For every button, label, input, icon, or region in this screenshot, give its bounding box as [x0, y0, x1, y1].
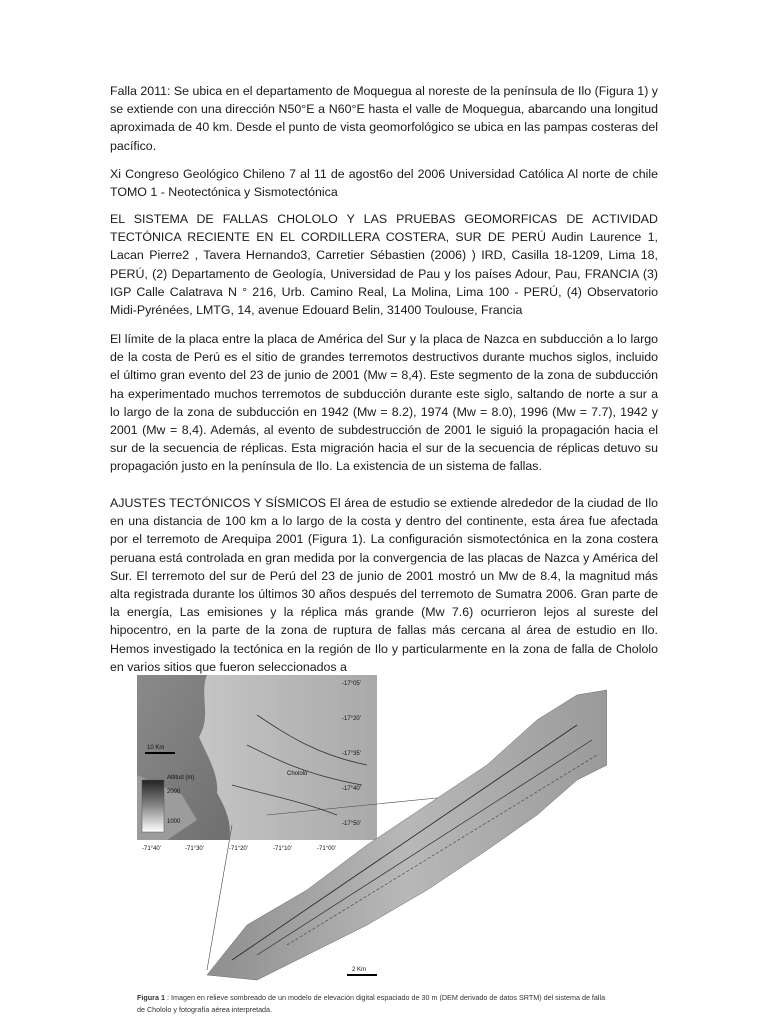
svg-text:-17°05': -17°05' [342, 681, 361, 687]
caption-text: : Imagen en relieve sombreado de un modelo de elevación digital espaciado de 30 m (DEM derivado de datos SRTM) del sistema de falla de Chololo y fotografía aérea interpretada. [137, 993, 606, 1014]
svg-text:-71°00': -71°00' [317, 846, 336, 852]
svg-text:-71°30': -71°30' [185, 846, 204, 852]
svg-text:-17°50': -17°50' [342, 821, 361, 827]
paragraph-congreso: Xi Congreso Geológico Chileno 7 al 11 de agost6o del 2006 Universidad Católica Al norte de chile TOMO 1 - Neotectónica y Sismotectónica [110, 167, 658, 200]
paragraph-placa-limite: El límite de la placa entre la placa de América del Sur y la placa de Nazca en subducción a lo largo de la costa de Perú es el sitio de grandes terremotos destructivos durante muchos siglos, incluido el último gran evento del 23 de junio de 2001 (Mw = 8,4). Este segmento de la zona de subducción ha experimentado muchos terremotos de subducción durante este siglo, saltando de norte a sur a lo largo de la zona de subducción en 1942 (Mw = 8.2), 1974 (Mw = 8.0), 1996 (Mw = 7.7), 1942 y 2001 (Mw = 8,4). Además, al evento de subdestrucción de 2001 le siguió la propagación hacia el sur de la secuencia de réplicas. Esta migración hacia el sur de la secuencia de réplicas detuvo su propagación justo en la península de Ilo. La existencia de un sistema de fallas. [110, 332, 658, 474]
figure-map [137, 675, 607, 985]
svg-text:-17°20': -17°20' [342, 716, 361, 722]
figure-caption [137, 992, 607, 1016]
paragraph-ajustes-tectonicos: AJUSTES TECTÓNICOS Y SÍSMICOS El área de estudio se extiende alrededor de la ciudad de Ilo en una distancia de 100 km a lo largo de la costa y dentro del continente, esta área fue afectada por el terremoto de Arequipa 2001 (Figura 1). La configuración sismotectónica en la zona costera peruana está controlada en gran medida por la convergencia de las placas de Nazca y América del Sur. El terremoto del sur de Perú del 23 de junio de 2001 mostró un Mw de 8.4, la magnitud más alta registrada durante los últimos 30 años después del terremoto de Sumatra 2006. Gran parte de la energía, Las emisiones y la réplica más grande (Mw 7.6) ocurrieron lejos al sureste del hipocentro, en la parte de la zona de ruptura de fallas más cercana al área de estudio en Ilo. Hemos investigado la tectónica en la región de Ilo y particularmente en la zona de falla de Chololo en varios sitios que fueron seleccionados a [110, 496, 658, 674]
svg-text:-17°35': -17°35' [342, 751, 361, 757]
longitude-labels [142, 846, 336, 852]
scale-left-label: 10 Km [147, 745, 165, 751]
legend-2000: 2000 [167, 789, 181, 795]
svg-text:-71°10': -71°10' [273, 846, 292, 852]
legend-1000: 1000 [167, 819, 181, 825]
legend-title: Altitud (m) [167, 775, 195, 781]
altitude-legend [142, 780, 164, 832]
svg-text:-71°40': -71°40' [142, 846, 161, 852]
caption-label: Figura 1 [137, 993, 165, 1002]
place-label-chololo: Chololo [287, 771, 308, 777]
svg-text:-17°40': -17°40' [342, 786, 361, 792]
scale-right-label: 2 Km [352, 967, 367, 973]
svg-text:-71°20': -71°20' [229, 846, 248, 852]
dem-map [137, 675, 377, 840]
paragraph-falla-2011: Falla 2011: Se ubica en el departamento de Moquegua al noreste de la península de Ilo (Figura 1) y se extiende con una dirección N50°E a N60°E hasta el valle de Moquegua, abarcando una longitud aproximada de 40 km. Desde el punto de vista geomorfológico se ubica en las pampas costeras del pacífico. [110, 84, 658, 153]
paragraph-article-title: EL SISTEMA DE FALLAS CHOLOLO Y LAS PRUEBAS GEOMORFICAS DE ACTIVIDAD TECTÓNICA RECIENTE EN EL CORDILLERA COSTERA, SUR DE PERÚ Audin Laurence 1, Lacan Pierre2 , Tavera Hernando3, Carretier Sébastien (2006) ) IRD, Casilla 18-1209, Lima 18, PERÚ, (2) Departamento de Geología, Universidad de Pau y los países Adour, Pau, FRANCIA (3) IGP Calle Calatrava N ° 216, Urb. Camino Real, La Molina, Lima 100 - PERÚ, (4) Observatorio Midi-Pyrénées, LMTG, 14, avenue Edouard Belin, 31400 Toulouse, Francia [110, 212, 658, 318]
map-graphic [137, 675, 607, 985]
